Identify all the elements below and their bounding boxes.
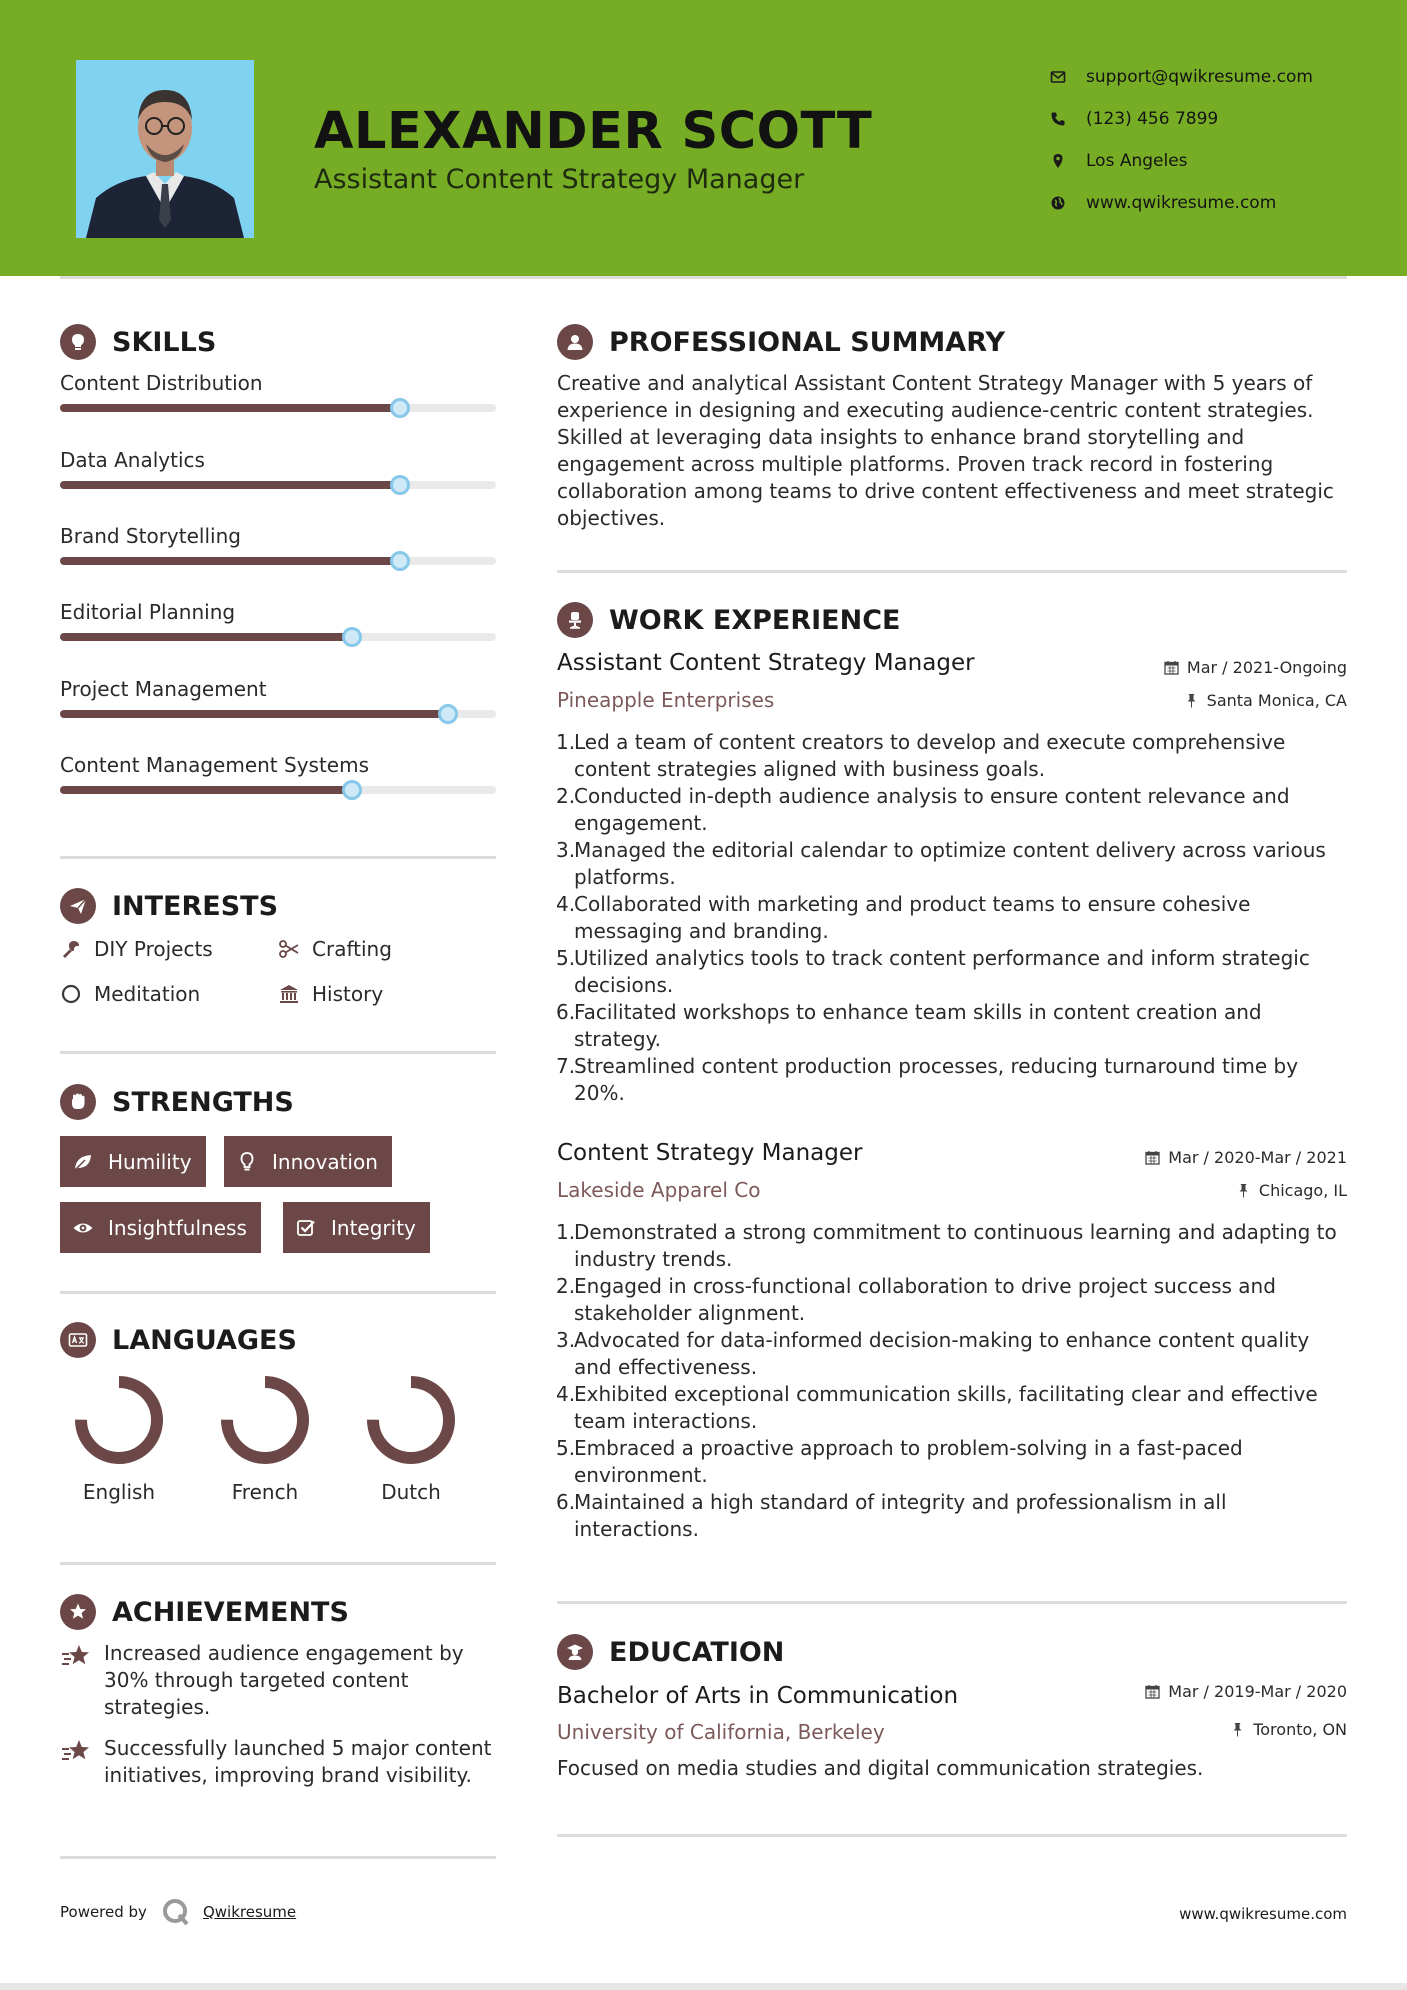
pushpin-icon	[1236, 1183, 1251, 1198]
job-dates-text: Mar / 2020-Mar / 2021	[1168, 1148, 1347, 1167]
skill-bar-fill	[60, 481, 400, 489]
pushpin-icon	[1230, 1722, 1245, 1737]
skill-bar	[60, 481, 496, 489]
scissors-icon	[278, 938, 300, 960]
wrench-icon	[60, 938, 82, 960]
list-item-text: Streamlined content production processes, reducing turnaround time by 20%.	[574, 1054, 1299, 1105]
interest-label: DIY Projects	[94, 937, 213, 961]
list-item-text: Led a team of content creators to develop and execute comprehensive content strategies aligned with business goals.	[574, 730, 1286, 781]
job-dates-text: Mar / 2021-Ongoing	[1186, 658, 1347, 677]
strength-tag	[60, 1202, 261, 1253]
achievements-heading-text: ACHIEVEMENTS	[112, 1596, 349, 1628]
envelope-icon	[1050, 69, 1066, 85]
skill-bar-knob	[390, 551, 410, 571]
paper-plane-icon	[60, 888, 96, 924]
list-item-text: Managed the editorial calendar to optimize content delivery across various platforms.	[574, 838, 1326, 889]
section-divider	[557, 1834, 1347, 1837]
section-divider	[60, 1856, 496, 1859]
eye-icon	[72, 1217, 94, 1239]
footer-website-link[interactable]: www.qwikresume.com	[1179, 1905, 1347, 1923]
languages-heading	[60, 1322, 297, 1358]
star-badge-icon	[60, 1594, 96, 1630]
contact-email[interactable]	[1050, 56, 1313, 98]
skills-heading-text: SKILLS	[112, 326, 217, 358]
education-heading-text: EDUCATION	[609, 1636, 785, 1668]
interests-heading	[60, 888, 278, 924]
calendar-icon	[1145, 1684, 1160, 1699]
check-square-icon	[295, 1217, 317, 1239]
education-location-text: Toronto, ON	[1253, 1720, 1347, 1739]
skill-label: Editorial Planning	[60, 600, 236, 624]
job-location-text: Santa Monica, CA	[1206, 691, 1347, 710]
list-item: 1. Demonstrated a strong commitment to continuous learning and adapting to industry trends.	[556, 1219, 1346, 1273]
section-divider	[557, 570, 1347, 573]
job-title: Assistant Content Strategy Manager	[557, 650, 975, 676]
section-divider	[60, 1291, 496, 1294]
job-location	[1184, 691, 1347, 710]
pushpin-icon	[1184, 693, 1199, 708]
calendar-icon	[1164, 660, 1179, 675]
achievement-text: Increased audience engagement by 30% through targeted content strategies.	[104, 1641, 464, 1719]
header-divider	[60, 276, 1347, 279]
experience-heading	[557, 602, 900, 638]
lightbulb-icon	[236, 1151, 258, 1173]
languages-heading-text: LANGUAGES	[112, 1324, 297, 1356]
circle-icon	[60, 983, 82, 1005]
page-bottom-border	[0, 1983, 1407, 1990]
list-item: 7. Streamlined content production processes, reducing turnaround time by 20%.	[556, 1053, 1346, 1107]
fist-icon	[60, 1084, 96, 1120]
list-item: 4. Exhibited exceptional communication skills, facilitating clear and effective team interactions.	[556, 1381, 1346, 1435]
contact-email-text: support@qwikresume.com	[1086, 67, 1313, 87]
strengths-heading	[60, 1084, 294, 1120]
skill-bar	[60, 633, 496, 641]
contact-phone-text: (123) 456 7899	[1086, 109, 1219, 129]
star-icon	[60, 1642, 92, 1672]
museum-icon	[278, 983, 300, 1005]
skill-label: Content Management Systems	[60, 753, 370, 777]
qwikresume-link[interactable]: Qwikresume	[202, 1903, 297, 1921]
skill-bar-fill	[60, 633, 352, 641]
skill-item	[60, 443, 496, 489]
skill-bar-knob	[390, 398, 410, 418]
footer-branding	[60, 1897, 296, 1927]
list-item: 5. Embraced a proactive approach to problem-solving in a fast-paced environment.	[556, 1435, 1346, 1489]
achievement-text: Successfully launched 5 major content initiatives, improving brand visibility.	[104, 1736, 492, 1787]
education-description: Focused on media studies and digital communication strategies.	[557, 1756, 1204, 1780]
education-dates	[1145, 1682, 1347, 1701]
skill-item	[60, 672, 496, 718]
interest-item	[278, 937, 392, 961]
phone-icon	[1050, 111, 1066, 127]
list-item-text: Facilitated workshops to enhance team skills in content creation and strategy.	[574, 1000, 1262, 1051]
skill-bar-fill	[60, 404, 400, 412]
profile-photo	[76, 60, 254, 238]
list-item: 5. Utilized analytics tools to track content performance and inform strategic decisions.	[556, 945, 1346, 999]
interest-item	[278, 982, 383, 1006]
job-company: Lakeside Apparel Co	[557, 1178, 761, 1202]
map-pin-icon	[1050, 153, 1066, 169]
skill-bar	[60, 710, 496, 718]
list-item-text: Collaborated with marketing and product teams to ensure cohesive messaging and branding.	[574, 892, 1251, 943]
language-label: French	[231, 1480, 299, 1504]
job-location-text: Chicago, IL	[1258, 1181, 1347, 1200]
list-item: 3. Advocated for data-informed decision-making to enhance content quality and effectiveness.	[556, 1327, 1346, 1381]
experience-heading-text: WORK EXPERIENCE	[609, 604, 901, 636]
summary-heading	[557, 324, 1005, 360]
strength-tag	[224, 1136, 392, 1187]
skill-bar-knob	[342, 627, 362, 647]
skill-bar-fill	[60, 710, 448, 718]
language-ring	[71, 1372, 167, 1468]
job-location	[1236, 1181, 1347, 1200]
list-item: 2. Engaged in cross-functional collaboration to drive project success and stakeholder alignment.	[556, 1273, 1346, 1327]
contact-website[interactable]	[1050, 182, 1313, 224]
section-divider	[60, 856, 496, 859]
list-item-text: Exhibited exceptional communication skills, facilitating clear and effective team interactions.	[574, 1382, 1318, 1433]
candidate-title: Assistant Content Strategy Manager	[314, 164, 805, 195]
interest-label: Meditation	[94, 982, 201, 1006]
office-chair-icon	[557, 602, 593, 638]
list-item: 6. Facilitated workshops to enhance team skills in content creation and strategy.	[556, 999, 1346, 1053]
strength-label: Innovation	[272, 1149, 378, 1174]
list-item: 3. Managed the editorial calendar to optimize content delivery across various platforms.	[556, 837, 1346, 891]
skill-item	[60, 748, 496, 794]
education-degree: Bachelor of Arts in Communication	[557, 1683, 959, 1709]
list-item-text: Advocated for data-informed decision-making to enhance content quality and effectiveness.	[574, 1328, 1310, 1379]
contact-list	[1050, 56, 1313, 224]
skill-item	[60, 519, 496, 565]
education-heading	[557, 1634, 784, 1670]
strength-label: Humility	[108, 1149, 192, 1174]
language-item	[59, 1372, 179, 1504]
strength-label: Integrity	[331, 1215, 416, 1240]
lightbulb-icon	[60, 324, 96, 360]
interest-item	[60, 937, 213, 961]
skill-bar	[60, 557, 496, 565]
contact-location	[1050, 140, 1313, 182]
strength-tag	[283, 1202, 430, 1253]
interest-label: History	[312, 982, 384, 1006]
language-item	[351, 1372, 471, 1504]
job-company: Pineapple Enterprises	[557, 688, 775, 712]
list-item-text: Conducted in-depth audience analysis to ensure content relevance and engagement.	[574, 784, 1290, 835]
list-item-text: Engaged in cross-functional collaboration to drive project success and stakeholder alignment.	[574, 1274, 1276, 1325]
section-divider	[557, 1601, 1347, 1604]
summary-text: Creative and analytical Assistant Content Strategy Manager with 5 years of experience in designing and executing audience-centric content strategies. Skilled at leveraging data insights to enhance brand storytelling and engagement across multiple platforms. Proven track record in fostering collaboration among teams to drive content effectiveness and meet strategic objectives.	[557, 371, 1334, 530]
calendar-icon	[1145, 1150, 1160, 1165]
list-item-text: Demonstrated a strong commitment to continuous learning and adapting to industry trends.	[574, 1220, 1337, 1271]
language-ring	[217, 1372, 313, 1468]
list-item: 2. Conducted in-depth audience analysis to ensure content relevance and engagement.	[556, 783, 1346, 837]
job-dates	[1164, 658, 1347, 677]
skill-label: Project Management	[60, 677, 267, 701]
skill-bar	[60, 786, 496, 794]
skill-bar	[60, 404, 496, 412]
language-label: Dutch	[381, 1480, 441, 1504]
section-divider	[60, 1051, 496, 1054]
globe-icon	[1050, 195, 1066, 211]
education-school: University of California, Berkeley	[557, 1720, 885, 1744]
list-item-text: Utilized analytics tools to track content performance and inform strategic decisions.	[574, 946, 1310, 997]
contact-location-text: Los Angeles	[1086, 151, 1188, 171]
skill-label: Brand Storytelling	[60, 524, 241, 548]
interests-heading-text: INTERESTS	[112, 890, 279, 922]
language-label: English	[82, 1480, 156, 1504]
skill-bar-fill	[60, 786, 352, 794]
list-item: 4. Collaborated with marketing and product teams to ensure cohesive messaging and branding.	[556, 891, 1346, 945]
job-responsibilities	[556, 1219, 1346, 1543]
job-dates	[1145, 1148, 1347, 1167]
qwikresume-logo-icon	[161, 1897, 191, 1927]
list-item: 6. Maintained a high standard of integrity and professionalism in all interactions.	[556, 1489, 1346, 1543]
skill-bar-knob	[438, 704, 458, 724]
powered-by-text: Powered by	[60, 1903, 147, 1921]
skill-label: Data Analytics	[60, 448, 205, 472]
list-item-text: Embraced a proactive approach to problem-solving in a fast-paced environment.	[574, 1436, 1243, 1487]
leaf-icon	[72, 1151, 94, 1173]
skills-heading	[60, 324, 216, 360]
interest-label: Crafting	[312, 937, 392, 961]
achievement-item	[60, 1735, 500, 1789]
skill-item	[60, 366, 496, 412]
skill-item	[60, 595, 496, 641]
contact-website-text: www.qwikresume.com	[1086, 193, 1277, 213]
achievements-heading	[60, 1594, 349, 1630]
list-item-text: Maintained a high standard of integrity and professionalism in all interactions.	[574, 1490, 1227, 1541]
graduate-icon	[557, 1634, 593, 1670]
skill-bar-knob	[390, 475, 410, 495]
language-item	[205, 1372, 325, 1504]
interest-item	[60, 982, 200, 1006]
section-divider	[60, 1562, 496, 1565]
education-location	[1230, 1720, 1347, 1739]
achievement-item	[60, 1640, 500, 1721]
language-icon	[60, 1322, 96, 1358]
user-icon	[557, 324, 593, 360]
strength-tag	[60, 1136, 206, 1187]
list-item: 1. Led a team of content creators to develop and execute comprehensive content strategies aligned with business goals.	[556, 729, 1346, 783]
education-dates-text: Mar / 2019-Mar / 2020	[1168, 1682, 1347, 1701]
language-ring	[363, 1372, 459, 1468]
skill-bar-knob	[342, 780, 362, 800]
strength-label: Insightfulness	[108, 1215, 247, 1240]
candidate-name: ALEXANDER SCOTT	[314, 102, 873, 161]
job-responsibilities	[556, 729, 1346, 1107]
summary-heading-text: PROFESSIONAL SUMMARY	[609, 326, 1006, 358]
star-icon	[60, 1737, 92, 1767]
skill-label: Content Distribution	[60, 371, 263, 395]
skill-bar-fill	[60, 557, 400, 565]
contact-phone[interactable]	[1050, 98, 1313, 140]
job-title: Content Strategy Manager	[557, 1140, 863, 1166]
strengths-heading-text: STRENGTHS	[112, 1086, 294, 1118]
